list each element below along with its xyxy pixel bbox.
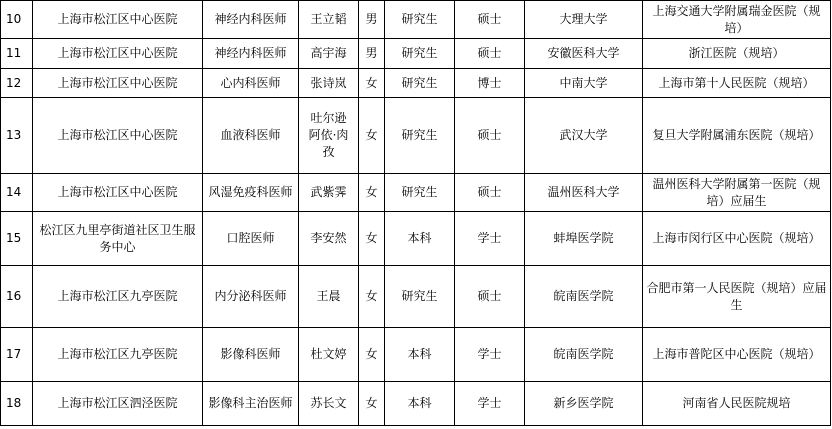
education-cell: 研究生 xyxy=(385,69,455,98)
row-number: 12 xyxy=(1,69,33,98)
row-number: 15 xyxy=(1,212,33,266)
education-cell: 本科 xyxy=(385,328,455,382)
position-cell: 心内科医师 xyxy=(203,69,299,98)
education-cell: 本科 xyxy=(385,212,455,266)
degree-cell: 学士 xyxy=(455,328,525,382)
degree-cell: 硕士 xyxy=(455,39,525,69)
name-cell: 王晨 xyxy=(299,266,359,328)
hospital-cell: 上海市松江区泗泾医院 xyxy=(33,382,203,426)
table-row xyxy=(1,1,831,39)
education-cell: 研究生 xyxy=(385,174,455,212)
gender-cell: 男 xyxy=(359,39,385,69)
position-cell: 神经内科医师 xyxy=(203,39,299,69)
row-number: 14 xyxy=(1,174,33,212)
table-row xyxy=(1,382,831,426)
position-cell: 影像科医师 xyxy=(203,328,299,382)
hospital-cell: 松江区九里亭街道社区卫生服务中心 xyxy=(33,212,203,266)
education-cell: 研究生 xyxy=(385,98,455,174)
degree-cell: 学士 xyxy=(455,382,525,426)
row-number: 17 xyxy=(1,328,33,382)
row-number: 18 xyxy=(1,382,33,426)
position-cell: 影像科主治医师 xyxy=(203,382,299,426)
degree-cell: 硕士 xyxy=(455,174,525,212)
school-cell: 大理大学 xyxy=(525,1,643,39)
school-cell: 安徽医科大学 xyxy=(525,39,643,69)
gender-cell: 女 xyxy=(359,212,385,266)
school-cell: 武汉大学 xyxy=(525,98,643,174)
training-cell: 上海市第十人民医院（规培） xyxy=(643,69,831,98)
training-cell: 上海市闵行区中心医院（规培） xyxy=(643,212,831,266)
table-row xyxy=(1,69,831,98)
school-cell: 新乡医学院 xyxy=(525,382,643,426)
degree-cell: 硕士 xyxy=(455,266,525,328)
name-cell: 苏长文 xyxy=(299,382,359,426)
hospital-cell: 上海市松江区九亭医院 xyxy=(33,328,203,382)
name-cell: 王立韬 xyxy=(299,1,359,39)
education-cell: 本科 xyxy=(385,382,455,426)
gender-cell: 女 xyxy=(359,174,385,212)
name-cell: 杜文婷 xyxy=(299,328,359,382)
degree-cell: 博士 xyxy=(455,69,525,98)
table-row xyxy=(1,328,831,382)
position-cell: 口腔医师 xyxy=(203,212,299,266)
name-cell: 吐尔逊阿依·肉孜 xyxy=(299,98,359,174)
row-number: 16 xyxy=(1,266,33,328)
gender-cell: 女 xyxy=(359,382,385,426)
name-cell: 张诗岚 xyxy=(299,69,359,98)
hospital-cell: 上海市松江区中心医院 xyxy=(33,39,203,69)
gender-cell: 男 xyxy=(359,1,385,39)
position-cell: 风湿免疫科医师 xyxy=(203,174,299,212)
table-row xyxy=(1,98,831,174)
education-cell: 研究生 xyxy=(385,39,455,69)
training-cell: 复旦大学附属浦东医院（规培） xyxy=(643,98,831,174)
gender-cell: 女 xyxy=(359,69,385,98)
school-cell: 皖南医学院 xyxy=(525,266,643,328)
school-cell: 温州医科大学 xyxy=(525,174,643,212)
hospital-cell: 上海市松江区中心医院 xyxy=(33,69,203,98)
row-number: 13 xyxy=(1,98,33,174)
training-cell: 上海交通大学附属瑞金医院（规培） xyxy=(643,1,831,39)
name-cell: 李安然 xyxy=(299,212,359,266)
hospital-cell: 上海市松江区中心医院 xyxy=(33,98,203,174)
position-cell: 内分泌科医师 xyxy=(203,266,299,328)
training-cell: 合肥市第一人民医院（规培）应届生 xyxy=(643,266,831,328)
training-cell: 温州医科大学附属第一医院（规培）应届生 xyxy=(643,174,831,212)
school-cell: 中南大学 xyxy=(525,69,643,98)
school-cell: 蚌埠医学院 xyxy=(525,212,643,266)
row-number: 10 xyxy=(1,1,33,39)
position-cell: 血液科医师 xyxy=(203,98,299,174)
training-cell: 上海市普陀区中心医院（规培） xyxy=(643,328,831,382)
degree-cell: 硕士 xyxy=(455,98,525,174)
name-cell: 武紫霁 xyxy=(299,174,359,212)
education-cell: 研究生 xyxy=(385,266,455,328)
gender-cell: 女 xyxy=(359,266,385,328)
training-cell: 河南省人民医院规培 xyxy=(643,382,831,426)
degree-cell: 学士 xyxy=(455,212,525,266)
table-row xyxy=(1,212,831,266)
hospital-cell: 上海市松江区中心医院 xyxy=(33,1,203,39)
gender-cell: 女 xyxy=(359,328,385,382)
hospital-cell: 上海市松江区九亭医院 xyxy=(33,266,203,328)
position-cell: 神经内科医师 xyxy=(203,1,299,39)
name-cell: 高宇海 xyxy=(299,39,359,69)
table-row xyxy=(1,39,831,69)
degree-cell: 硕士 xyxy=(455,1,525,39)
row-number: 11 xyxy=(1,39,33,69)
table-row xyxy=(1,266,831,328)
school-cell: 皖南医学院 xyxy=(525,328,643,382)
education-cell: 研究生 xyxy=(385,1,455,39)
hospital-cell: 上海市松江区中心医院 xyxy=(33,174,203,212)
training-cell: 浙江医院（规培） xyxy=(643,39,831,69)
gender-cell: 女 xyxy=(359,98,385,174)
table-row xyxy=(1,174,831,212)
